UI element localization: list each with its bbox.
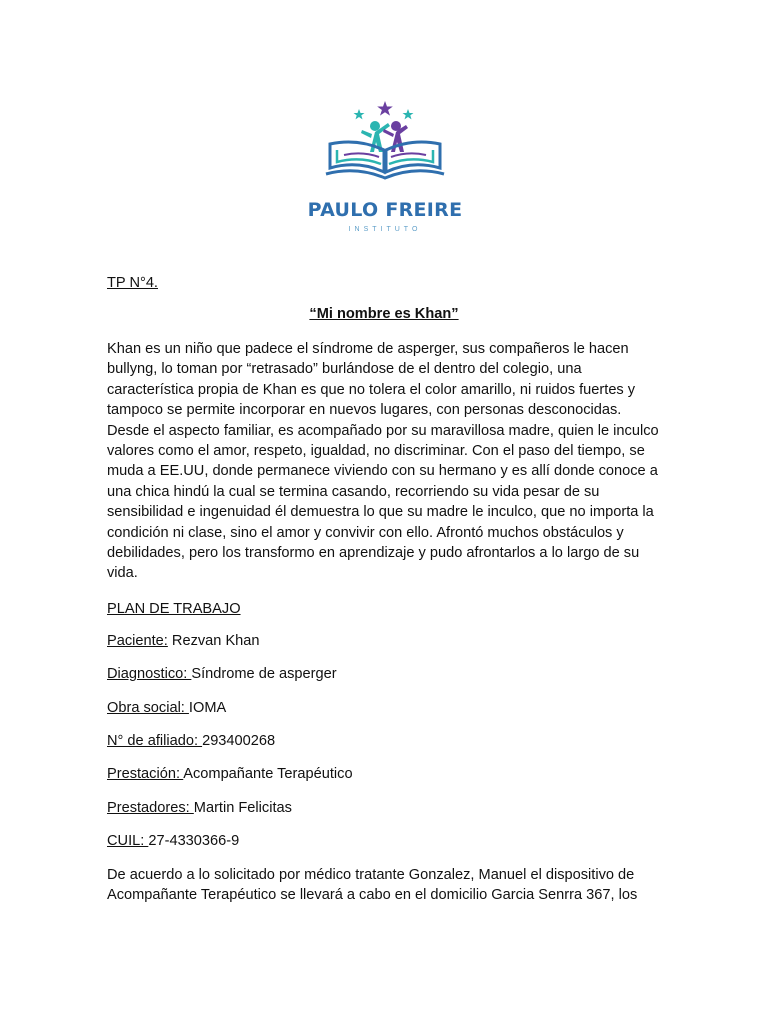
field-label: Diagnostico: [107, 666, 192, 682]
field-afiliado [107, 733, 275, 749]
field-cuil [107, 833, 239, 849]
field-value: 27-4330366-9 [148, 833, 240, 849]
star-icon [403, 109, 414, 119]
field-label: Prestación: [107, 766, 184, 782]
star-icon [377, 101, 393, 116]
field-obra-social [107, 700, 226, 716]
field-value: Acompañante Terapéutico [183, 766, 353, 782]
field-label: CUIL: [107, 833, 149, 849]
field-paciente [107, 633, 260, 649]
field-prestadores [107, 800, 292, 816]
star-icon [354, 109, 365, 119]
field-label: N° de afiliado: [107, 733, 203, 749]
plan-paragraph: De acuerdo a lo solicitado por médico tratante Gonzalez, Manuel el dispositivo de Acompañante Terapéutico se llevará a cabo en el domicilio Garcia Senrra 367, los [107, 867, 638, 904]
field-value: Martin Felicitas [193, 800, 292, 816]
logo-subtitle-text: INSTITUTO [348, 226, 422, 233]
field-diagnostico [107, 666, 337, 682]
field-label: Paciente: [107, 633, 168, 649]
logo-graphic [304, 96, 466, 196]
field-value: 293400268 [202, 733, 276, 749]
field-prestacion [107, 766, 353, 782]
plan-heading: PLAN DE TRABAJO [107, 601, 241, 617]
field-value: Síndrome de asperger [191, 666, 337, 682]
institute-logo [304, 96, 466, 246]
field-value: Rezvan Khan [167, 633, 260, 649]
logo-brand-text: PAULO FREIRE [307, 199, 463, 221]
summary-paragraph: Khan es un niño que padece el síndrome de asperger, sus compañeros le hacen bullyng, lo toman por “retrasado” burlándose de el dentro del colegio, una característica propia de Khan es que no tolera el color amarillo, ni ruidos fuertes y tampoco se permite incorporar en nuevos lugares, con personas desconocidas. Desde el aspecto familiar, es acompañado por su maravillosa madre, quien le inculco valores como el amor, respeto, igualdad, no discriminar. Con el paso del tiempo, se muda a EE.UU, donde permanece viviendo con su hermano y es allí donde conoce a una chica hindú la cual se termina casando, recorriendo su vida pesar de su sensibilidad e ingenuidad él demuestra lo que su madre le inculco, que no importa la condición ni clase, sino el amor y convivir con ello. Afrontó muchos obstáculos y debilidades, pero los transformo en aprendizaje y pudo afrontarlos a lo largo de su vida. [107, 341, 659, 582]
tp-number: TP N°4. [107, 275, 158, 291]
document-title: “Mi nombre es Khan” [309, 306, 459, 322]
field-label: Prestadores: [107, 800, 194, 816]
field-label: Obra social: [107, 700, 189, 716]
field-value: IOMA [188, 700, 227, 716]
